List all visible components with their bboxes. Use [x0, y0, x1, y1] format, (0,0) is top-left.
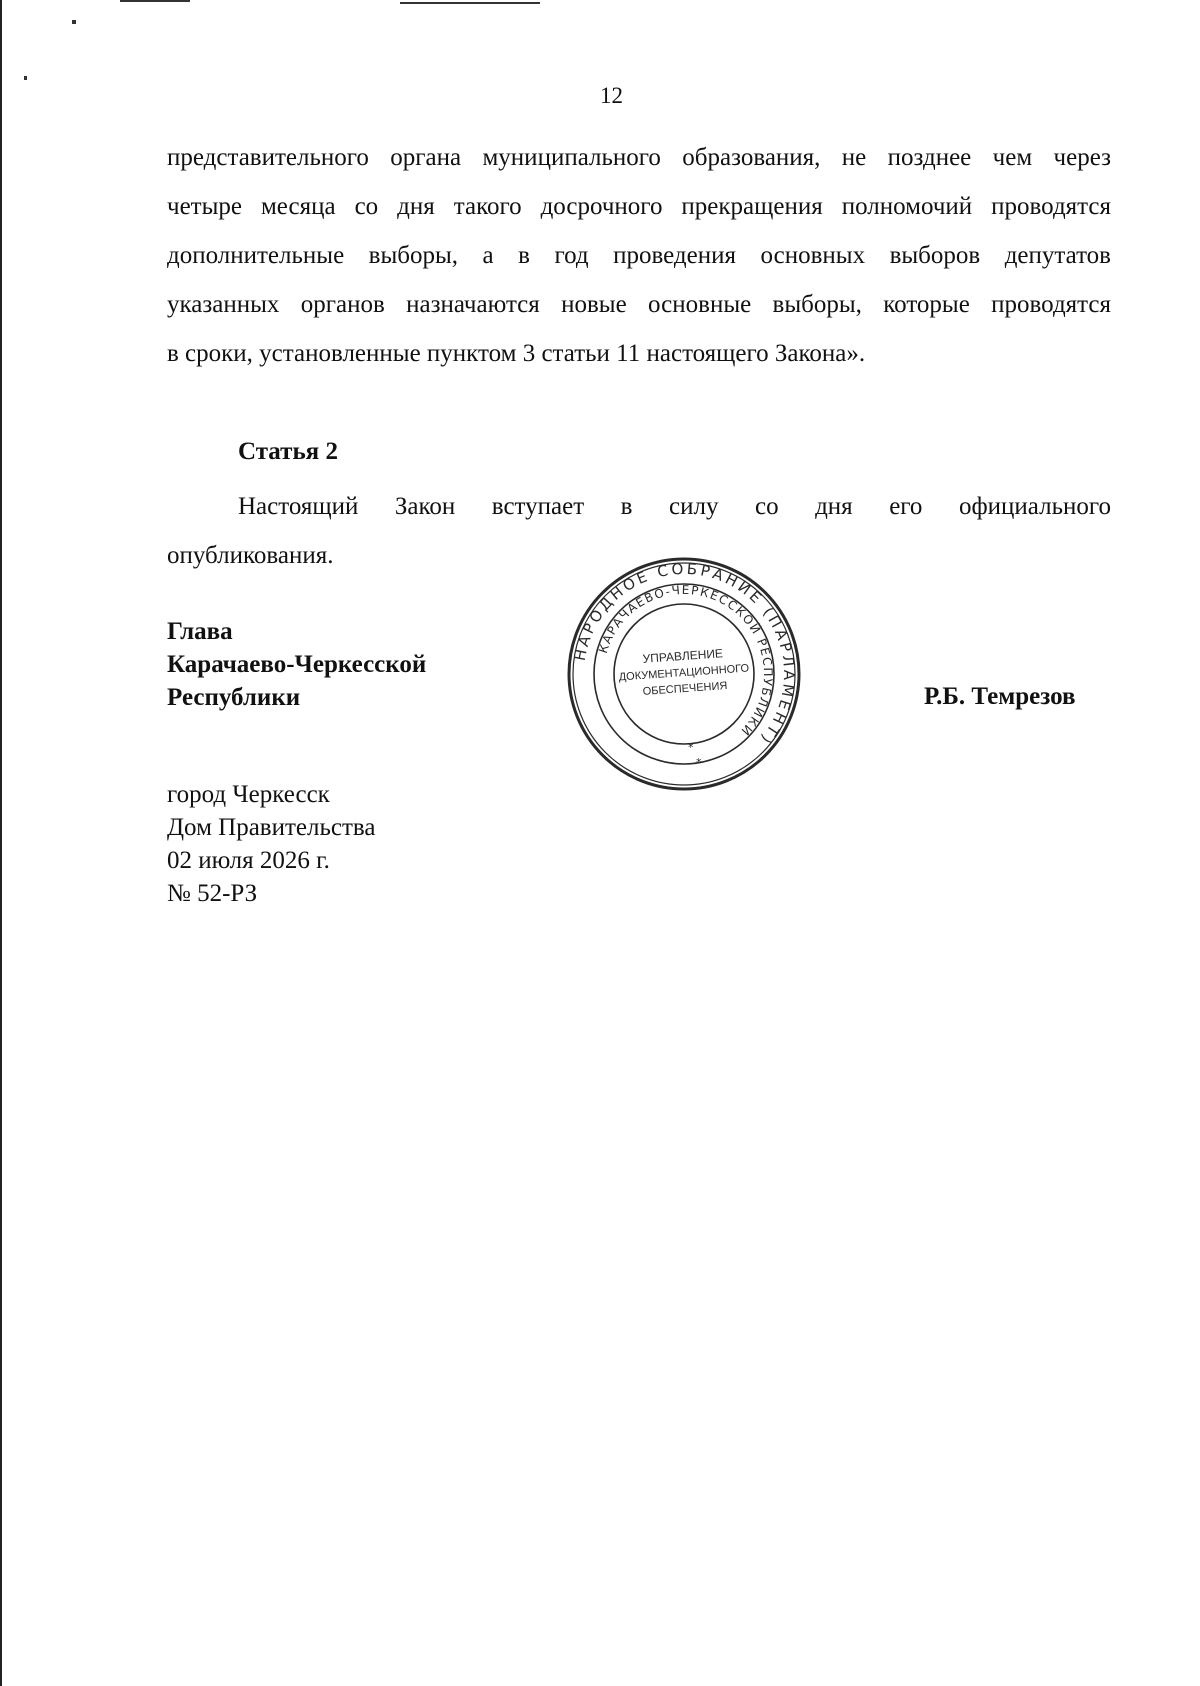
scan-top-line — [120, 0, 190, 2]
stamp-outer-text: НАРОДНОЕ СОБРАНИЕ (ПАРЛАМЕНТ) — [570, 559, 799, 750]
signatory-role — [167, 615, 426, 714]
text-line: представительного органа муниципального образования, не позднее чем через — [167, 144, 1111, 171]
role-line: Глава — [167, 618, 233, 645]
lead-paragraph — [167, 133, 1111, 378]
text-line: указанных органов назначаются новые основные выборы, которые проводятся — [167, 291, 1111, 318]
stamp-inner-text: КАРАЧАЕВО-ЧЕРКЕССКОЙ РЕСПУБЛИКИ — [595, 582, 776, 740]
stamp-center-line: УПРАВЛЕНИЕ — [642, 646, 724, 666]
scan-top-line-2 — [400, 2, 540, 4]
city-line: город Черкесск — [167, 781, 330, 808]
signatory-name: Р.Б. Темрезов — [924, 683, 1076, 710]
scan-edge-line — [0, 0, 2, 1686]
building-line: Дом Правительства — [167, 814, 376, 841]
scan-dot-2 — [24, 76, 27, 80]
stamp-star-icon: * — [696, 756, 702, 769]
stamp-center-line: ОБЕСПЕЧЕНИЯ — [642, 680, 728, 698]
text-line: в сроки, установленные пунктом 3 статьи 11 настоящего Закона». — [167, 340, 866, 367]
text-line: опубликования. — [167, 542, 334, 569]
text-line: Настоящий Закон вступает в силу со дня его официального — [238, 493, 1111, 520]
date-line: 02 июля 2026 г. — [167, 847, 330, 874]
text-line: дополнительные выборы, а в год проведения основных выборов депутатов — [167, 242, 1111, 269]
text-line: четыре месяца со дня такого досрочного прекращения полномочий проводятся — [167, 193, 1111, 220]
role-line: Карачаево-Черкесской — [167, 651, 427, 678]
role-line: Республики — [167, 684, 301, 711]
scan-dot — [72, 20, 76, 24]
place-date-block — [167, 778, 375, 910]
page-number: 12 — [600, 83, 623, 108]
official-stamp — [566, 556, 802, 792]
law-number: № 52-РЗ — [167, 880, 258, 907]
stamp-star-icon: * — [688, 741, 694, 754]
stamp-center-line: ДОКУМЕНТАЦИОННОГО — [618, 662, 750, 684]
article-title: Статья 2 — [238, 438, 338, 465]
